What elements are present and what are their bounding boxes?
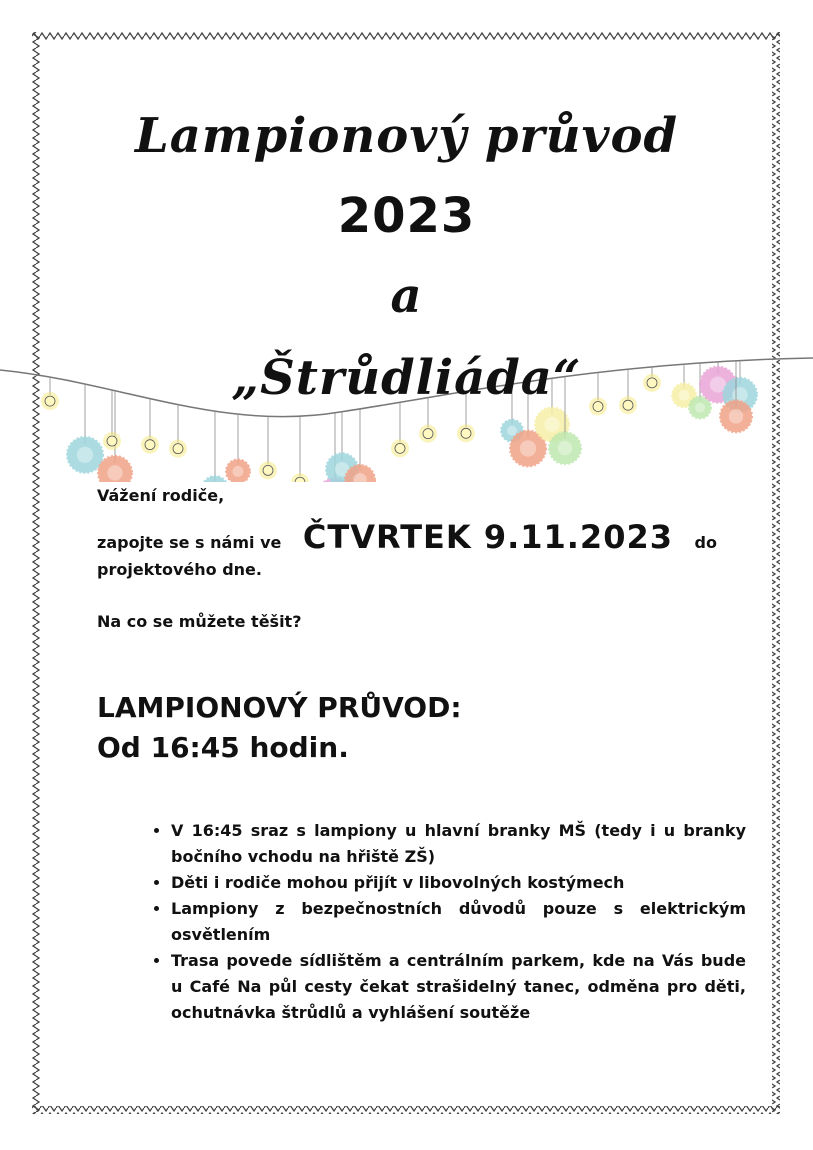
list-item: • Lampiony z bezpečnostních důvodů pouze s elektrickým osvětlením [171, 896, 746, 948]
list-item: • Děti i rodiče mohou přijít v libovolných kostýmech [171, 870, 746, 896]
light-bulb-icon [145, 440, 155, 450]
section-heading: LAMPIONOVÝ PRŮVOD: [97, 691, 462, 724]
light-bulb-icon [461, 428, 471, 438]
title-strudliada: „Štrůdliáda“ [231, 350, 582, 406]
rosette-center-icon [729, 409, 743, 423]
title-year: 2023 [337, 188, 476, 244]
rosette-center-icon [558, 441, 572, 455]
light-bulb-icon [395, 443, 405, 453]
light-bulb-icon [107, 436, 117, 446]
invitation-start: zapojte se s námi ve [97, 533, 282, 552]
greeting: Vážení rodiče, [97, 486, 225, 505]
rosette-center-icon [520, 440, 536, 456]
list-item: • V 16:45 sraz s lampiony u hlavní branky MŠ (tedy i u branky bočního vchodu na hřiště ZŠ) [171, 818, 746, 870]
light-bulb-icon [263, 465, 273, 475]
section-time: Od 16:45 hodin. [97, 731, 349, 764]
event-date: ČTVRTEK 9.11.2023 [302, 518, 673, 556]
invitation-end: do [694, 533, 717, 552]
title-line-1: Lampionový průvod [134, 108, 679, 164]
rosette-center-icon [233, 466, 244, 477]
light-bulb-icon [173, 444, 183, 454]
list-item: • Trasa povede sídlištěm a centrálním parkem, kde na Vás bude u Café Na půl cesty čekat strašidelný tanec, odměna pro děti, ochutnávka štrůdlů a vyhlášení soutěže [171, 948, 746, 1026]
question-line: Na co se můžete těšit? [97, 612, 302, 631]
rosette-center-icon [544, 417, 559, 432]
rosette-center-icon [77, 447, 93, 463]
paper-rosette-icon [202, 476, 228, 482]
title-conjunction: a [390, 268, 423, 324]
invitation-continuation: projektového dne. [97, 560, 262, 579]
rosette-center-icon [507, 426, 517, 436]
light-bulb-icon [423, 429, 433, 439]
invitation-line [97, 518, 717, 556]
rosette-center-icon [107, 465, 122, 480]
event-details-list [145, 818, 746, 1026]
